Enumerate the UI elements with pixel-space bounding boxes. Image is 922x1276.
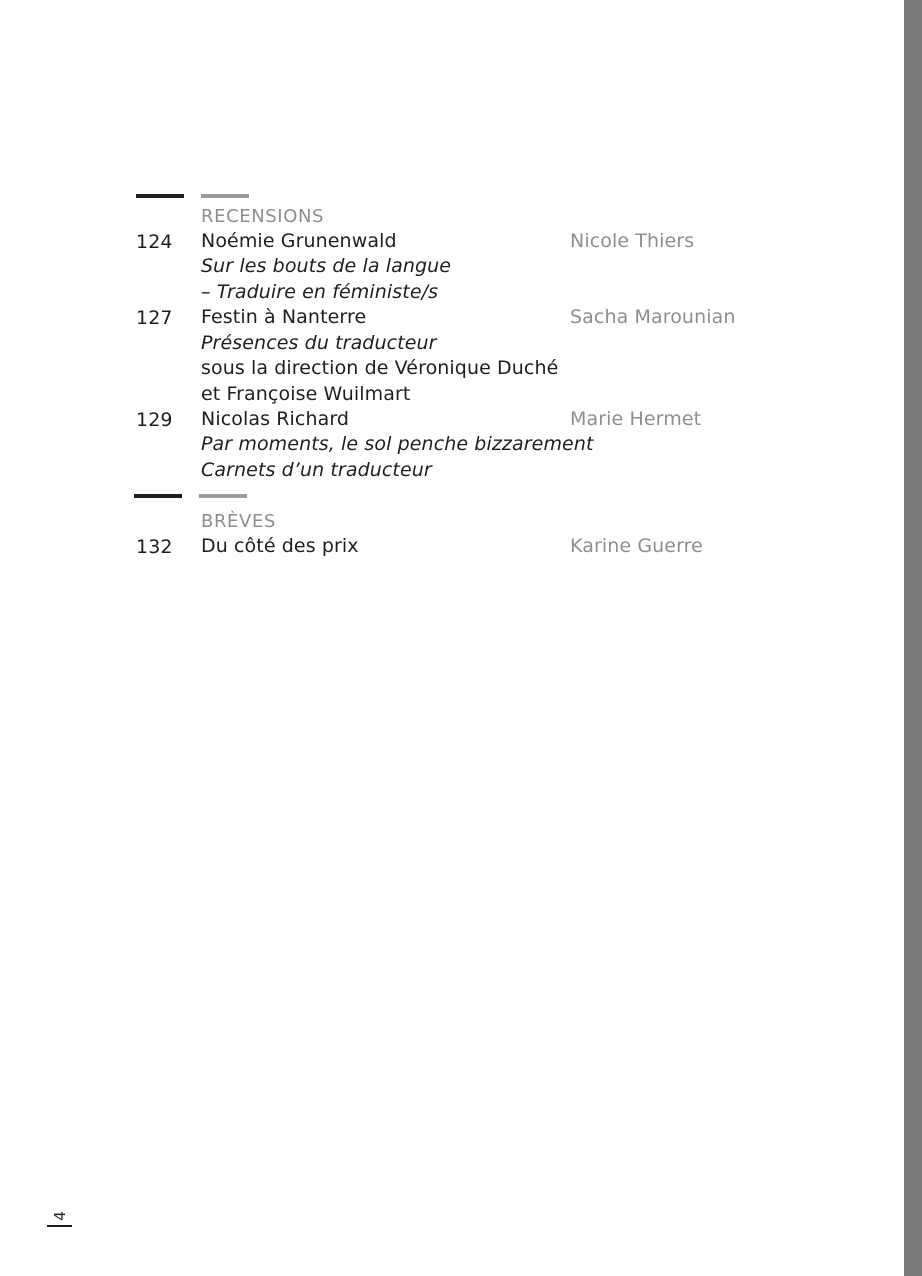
section-title-breves: BRÈVES [201,511,276,532]
entry-line: Nicolas Richard [201,408,350,430]
section-rule-dark [136,194,184,198]
entry-line: sous la direction de Véronique Duché [201,357,559,379]
section-rule-dark [134,494,182,498]
entry-page-number: 124 [136,231,173,253]
entry-page-number: 127 [136,307,173,329]
entry-page-number: 132 [136,536,173,558]
entry-line: Présences du traducteur [201,332,437,354]
section-rule-grey [199,494,247,498]
entry-author: Karine Guerre [570,535,703,557]
entry-line: Festin à Nanterre [201,306,367,328]
entry-line: Carnets d’un traducteur [201,459,432,481]
entry-line: et Françoise Wuilmart [201,383,411,405]
entry-author: Marie Hermet [570,408,702,430]
entry-line: – Traduire en féministe/s [201,281,439,303]
entry-line: Par moments, le sol penche bizzarement [201,433,594,455]
section-title-recensions: RECENSIONS [201,206,325,227]
entry-line: Du côté des prix [201,535,359,557]
page-number-underline [47,1225,72,1227]
section-rule-grey [201,194,249,198]
entry-page-number: 129 [136,409,173,431]
side-bar [904,0,922,1276]
entry-author: Nicole Thiers [570,230,695,252]
page-number: 4 [51,1211,69,1221]
entry-line: Noémie Grunenwald [201,230,397,252]
entry-line: Sur les bouts de la langue [201,255,452,277]
entry-author: Sacha Marounian [570,306,736,328]
